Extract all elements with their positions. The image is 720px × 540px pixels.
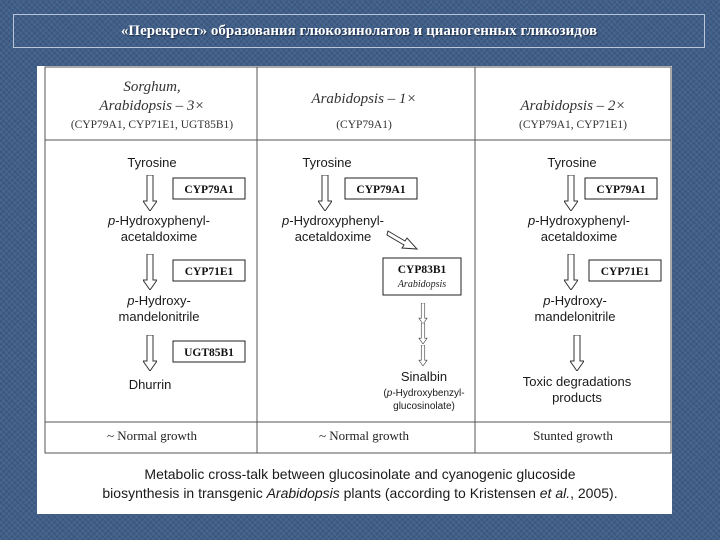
- column-sorghum: [71, 79, 245, 443]
- col1-arrow-2: [143, 254, 157, 290]
- col3-product-line1: Toxic degradations: [522, 374, 632, 389]
- col3-header-genes: (CYP79A1, CYP71E1): [519, 119, 627, 131]
- col3-intermediate2-line1: [542, 293, 607, 308]
- caption-line2-a: biosynthesis in transgenic: [102, 485, 267, 501]
- col3-header-line1: Arabidopsis – 2×: [520, 98, 626, 114]
- col3-enzyme2: CYP71E1: [600, 266, 650, 278]
- col2-arrow-1: [318, 175, 332, 211]
- col1-header-line2: Arabidopsis – 3×: [99, 98, 205, 114]
- col2-product-detail-line2: glucosinolate): [393, 401, 455, 412]
- col2-intermediate1-text: -Hydroxyphenyl-: [289, 213, 384, 228]
- col2-header-genes: (CYP79A1): [336, 119, 392, 131]
- col3-intermediate1-text: -Hydroxyphenyl-: [535, 213, 630, 228]
- caption-line2-c: , 2005).: [570, 485, 618, 501]
- col3-product-line2: products: [552, 390, 602, 405]
- col2-product-detail-line1: [383, 388, 464, 399]
- col1-intermediate2-text: -Hydroxy-: [134, 293, 191, 308]
- col3-growth: Stunted growth: [533, 428, 613, 443]
- col1-intermediate1-line1: [107, 213, 210, 228]
- slide-title-box: [13, 14, 705, 48]
- col1-arrow-1: [143, 175, 157, 211]
- col3-arrow-1: [564, 175, 578, 211]
- col1-intermediate2-line2: mandelonitrile: [118, 309, 200, 324]
- col2-product-detail-prefix: p: [386, 388, 393, 399]
- col1-arrow-3: [143, 335, 157, 371]
- col1-product: Dhurrin: [128, 377, 172, 392]
- col2-product: Sinalbin: [400, 369, 448, 384]
- col3-arrow-2: [564, 254, 578, 290]
- col2-enzyme2-sub: Arabidopsis: [397, 279, 447, 290]
- col2-product-detail-paren: (: [383, 388, 387, 399]
- col1-enzyme3: UGT85B1: [184, 347, 234, 359]
- col1-intermediate1-line2: acetaldoxime: [120, 229, 198, 244]
- col1-header-genes: (CYP79A1, CYP71E1, UGT85B1): [70, 119, 234, 131]
- crosstalk-diagram: [37, 66, 672, 514]
- caption-line1: Metabolic cross-talk between glucosinolate and cyanogenic glucoside: [144, 466, 576, 482]
- col2-intermediate1-line2: acetaldoxime: [294, 229, 372, 244]
- col3-intermediate2-prefix: p: [543, 293, 551, 308]
- col2-tyrosine: Tyrosine: [302, 155, 352, 170]
- col3-intermediate1-line1: [527, 213, 630, 228]
- caption-line2-italic: Arabidopsis: [266, 485, 340, 501]
- col3-intermediate1-prefix: p: [528, 213, 536, 228]
- col2-arrow-2b: [419, 323, 427, 344]
- col2-enzyme2: CYP83B1: [397, 264, 447, 276]
- figure-caption: [102, 466, 617, 501]
- col2-arrow-2c: [419, 345, 427, 366]
- column-arabidopsis-2x: [519, 98, 661, 443]
- col2-enzyme1: CYP79A1: [356, 184, 406, 196]
- column-arabidopsis-1x: [281, 91, 465, 443]
- caption-line2: [102, 485, 617, 501]
- col1-intermediate2-prefix: p: [127, 293, 135, 308]
- col2-arrow-2a: [419, 303, 427, 324]
- col1-growth: ~ Normal growth: [106, 428, 198, 443]
- col2-intermediate1-prefix: p: [282, 213, 290, 228]
- col2-growth: ~ Normal growth: [318, 428, 410, 443]
- col1-intermediate1-text: -Hydroxyphenyl-: [115, 213, 210, 228]
- col2-intermediate1-line1: [281, 213, 384, 228]
- col2-product-detail-text: -Hydroxybenzyl-: [392, 388, 465, 399]
- col1-enzyme2: CYP71E1: [184, 266, 234, 278]
- col1-tyrosine: Tyrosine: [127, 155, 177, 170]
- figure-panel: [37, 66, 672, 514]
- col1-header-line1: Sorghum,: [123, 79, 181, 95]
- caption-line2-etal: et al.: [539, 485, 571, 501]
- col3-tyrosine: Tyrosine: [547, 155, 597, 170]
- col3-intermediate1-line2: acetaldoxime: [540, 229, 618, 244]
- caption-line2-b: plants (according to Kristensen: [339, 485, 540, 501]
- col3-intermediate2-line2: mandelonitrile: [534, 309, 616, 324]
- col1-enzyme1: CYP79A1: [184, 184, 234, 196]
- col1-intermediate1-prefix: p: [108, 213, 116, 228]
- col3-arrow-3: [570, 335, 584, 371]
- slide-title: «Перекрест» образования глюкозинолатов и цианогенных гликозидов: [120, 22, 598, 39]
- col3-intermediate2-text: -Hydroxy-: [550, 293, 607, 308]
- col2-diagonal-arrow: [387, 231, 417, 249]
- col3-enzyme1: CYP79A1: [596, 184, 646, 196]
- col2-header-line1: Arabidopsis – 1×: [311, 91, 417, 107]
- col1-intermediate2-line1: [126, 293, 191, 308]
